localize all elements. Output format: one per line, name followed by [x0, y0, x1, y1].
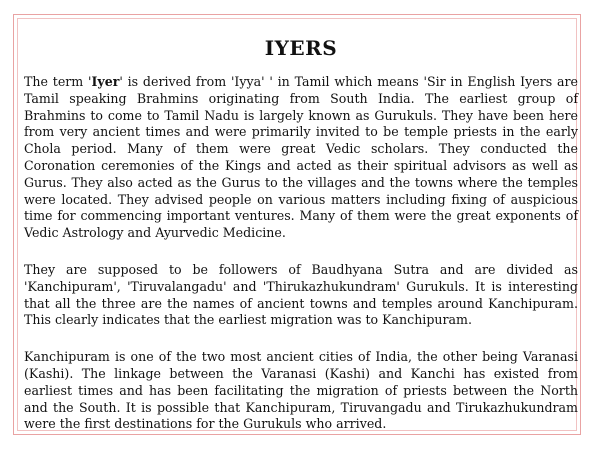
term-iyer: Iyer: [91, 74, 120, 89]
paragraph-1-body: ' is derived from 'Iyya' ' in Tamil which means 'Sir in English Iyers are Tamil speaking Brahmins originating from South India. The earliest group of Brahmins to come to Tamil Nadu is largely known as Gurukuls. They have been here from very ancient times and were primarily invited to be temple priests in the early Chola period. Many of them were great Vedic scholars. They conducted the Coronation ceremonies of the Kings and acted as their spiritual advisors as well as Gurus. They also acted as the Gurus to the villages and the towns where the temples were located. They advised people on various matters including fixing of auspicious time for commencing important ventures. Many of them were the great exponents of Vedic Astrology and Ayurvedic Medicine.: [24, 74, 578, 241]
page-title: IYERS: [264, 36, 338, 60]
paragraph-1: [24, 74, 578, 242]
paragraph-3: Kanchipuram is one of the two most ancient cities of India, the other being Varanasi (Kashi). The linkage between the Varanasi (Kashi) and Kanchi has existed from earliest times and has been facilitating the migration of priests between the North and the South. It is possible that Kanchipuram, Tiruvangadu and Tirukazhukundram were the first destinations for the Gurukuls who arrived.: [24, 349, 578, 432]
paragraph-1-lead: The term ': [24, 74, 92, 89]
paragraph-2: They are supposed to be followers of Baudhyana Sutra and are divided as 'Kanchipuram', 'Tiruvalangadu' and 'Thirukazhukundram' Gurukuls. It is interesting that all the three are the names of ancient towns and temples around Kanchipuram. This clearly indicates that the earliest migration was to Kanchipuram.: [24, 261, 578, 328]
document-body: [24, 36, 578, 433]
